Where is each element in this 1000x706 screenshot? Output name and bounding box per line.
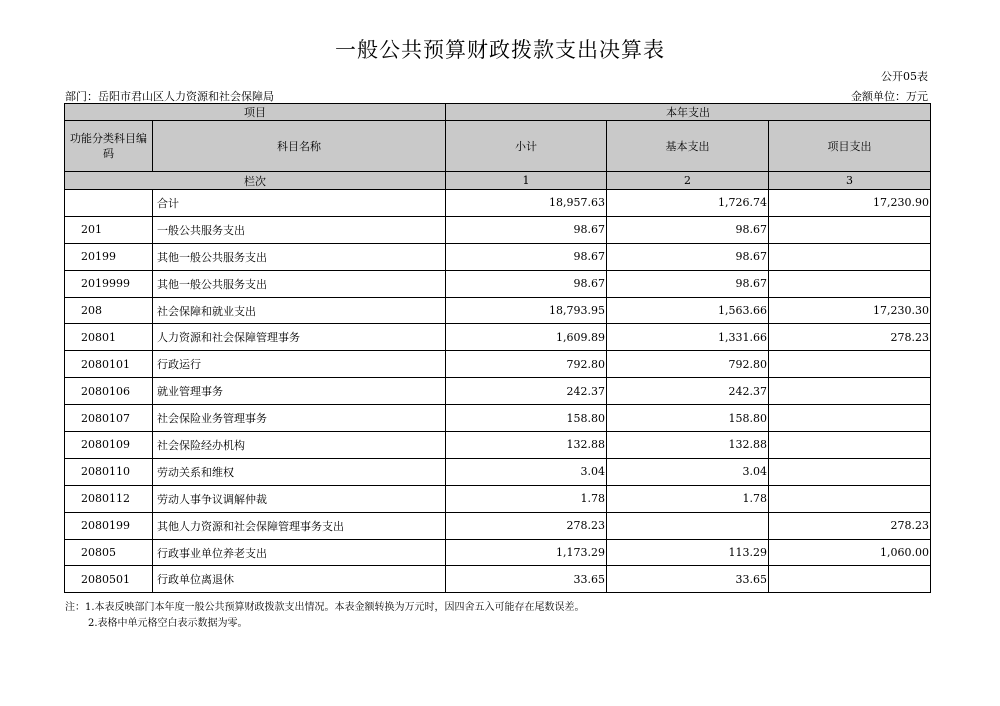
cell-basic: 98.67 <box>607 216 769 243</box>
cell-project <box>769 458 931 485</box>
cell-name: 社会保险业务管理事务 <box>153 405 446 432</box>
table-row <box>65 539 931 566</box>
table-row <box>65 485 931 512</box>
header-basic: 基本支出 <box>607 121 769 172</box>
cell-code: 2019999 <box>65 270 153 297</box>
cell-code: 2080199 <box>65 512 153 539</box>
table-row <box>65 512 931 539</box>
table-row <box>65 190 931 217</box>
table-row <box>65 566 931 593</box>
note-1: 注：1.本表反映部门本年度一般公共预算财政拨款支出情况。本表金额转换为万元时，因四舍五入可能存在尾数误差。 <box>65 602 585 613</box>
cell-name: 就业管理事务 <box>153 378 446 405</box>
cell-name: 行政运行 <box>153 351 446 378</box>
cell-subtotal: 132.88 <box>446 432 607 459</box>
cell-name: 社会保障和就业支出 <box>153 297 446 324</box>
table-row <box>65 378 931 405</box>
header-func-code: 功能分类科目编码 <box>65 121 153 172</box>
cell-basic: 3.04 <box>607 458 769 485</box>
cell-subtotal: 98.67 <box>446 243 607 270</box>
cell-code: 20801 <box>65 324 153 351</box>
cell-subtotal: 1.78 <box>446 485 607 512</box>
cell-name: 行政事业单位养老支出 <box>153 539 446 566</box>
cell-name: 合计 <box>153 190 446 217</box>
cell-subtotal: 1,609.89 <box>446 324 607 351</box>
cell-project <box>769 351 931 378</box>
cell-code: 20199 <box>65 243 153 270</box>
cell-subtotal: 158.80 <box>446 405 607 432</box>
cell-name: 行政单位离退休 <box>153 566 446 593</box>
cell-name: 其他人力资源和社会保障管理事务支出 <box>153 512 446 539</box>
cell-basic: 1,726.74 <box>607 190 769 217</box>
cell-name: 社会保险经办机构 <box>153 432 446 459</box>
table-row <box>65 351 931 378</box>
cell-project <box>769 405 931 432</box>
cell-basic: 98.67 <box>607 243 769 270</box>
cell-code: 2080107 <box>65 405 153 432</box>
cell-code: 2080106 <box>65 378 153 405</box>
cell-project <box>769 216 931 243</box>
cell-project: 278.23 <box>769 512 931 539</box>
cell-subtotal: 242.37 <box>446 378 607 405</box>
header-project: 项目 <box>65 104 446 121</box>
cell-project: 278.23 <box>769 324 931 351</box>
page-title: 一般公共预算财政拨款支出决算表 <box>335 38 665 62</box>
cell-basic: 132.88 <box>607 432 769 459</box>
cell-basic: 1.78 <box>607 485 769 512</box>
cell-code: 20805 <box>65 539 153 566</box>
header-col2: 2 <box>607 172 769 190</box>
cell-basic: 1,563.66 <box>607 297 769 324</box>
cell-subtotal: 98.67 <box>446 270 607 297</box>
form-number: 公开05表 <box>881 70 928 83</box>
cell-name: 一般公共服务支出 <box>153 216 446 243</box>
department-label: 部门：岳阳市君山区人力资源和社会保障局 <box>65 90 274 103</box>
cell-project <box>769 432 931 459</box>
cell-project <box>769 270 931 297</box>
cell-project <box>769 485 931 512</box>
cell-basic: 113.29 <box>607 539 769 566</box>
header-col1: 1 <box>446 172 607 190</box>
expenditure-table <box>64 103 931 593</box>
table-row <box>65 297 931 324</box>
table-body <box>65 190 931 593</box>
cell-code: 2080109 <box>65 432 153 459</box>
table-row <box>65 270 931 297</box>
cell-basic: 242.37 <box>607 378 769 405</box>
cell-basic: 1,331.66 <box>607 324 769 351</box>
cell-basic: 98.67 <box>607 270 769 297</box>
cell-subtotal: 278.23 <box>446 512 607 539</box>
cell-code <box>65 190 153 217</box>
cell-subtotal: 1,173.29 <box>446 539 607 566</box>
table-row <box>65 405 931 432</box>
amount-unit-label: 金额单位：万元 <box>851 90 928 103</box>
cell-code: 201 <box>65 216 153 243</box>
table-row <box>65 458 931 485</box>
cell-name: 人力资源和社会保障管理事务 <box>153 324 446 351</box>
cell-code: 2080101 <box>65 351 153 378</box>
cell-subtotal: 792.80 <box>446 351 607 378</box>
cell-subtotal: 3.04 <box>446 458 607 485</box>
header-current-year: 本年支出 <box>446 104 931 121</box>
table-row <box>65 243 931 270</box>
cell-basic: 33.65 <box>607 566 769 593</box>
cell-project: 1,060.00 <box>769 539 931 566</box>
cell-project <box>769 378 931 405</box>
cell-basic <box>607 512 769 539</box>
cell-project: 17,230.30 <box>769 297 931 324</box>
cell-code: 2080112 <box>65 485 153 512</box>
header-subject-name: 科目名称 <box>153 121 446 172</box>
note-2: 2.表格中单元格空白表示数据为零。 <box>88 618 248 629</box>
cell-subtotal: 18,793.95 <box>446 297 607 324</box>
cell-subtotal: 98.67 <box>446 216 607 243</box>
cell-basic: 158.80 <box>607 405 769 432</box>
header-subtotal: 小计 <box>446 121 607 172</box>
cell-subtotal: 33.65 <box>446 566 607 593</box>
notes <box>65 600 585 632</box>
cell-project: 17,230.90 <box>769 190 931 217</box>
cell-subtotal: 18,957.63 <box>446 190 607 217</box>
cell-project <box>769 566 931 593</box>
header-col3: 3 <box>769 172 931 190</box>
header-column-no: 栏次 <box>65 172 446 190</box>
cell-basic: 792.80 <box>607 351 769 378</box>
header-project-exp: 项目支出 <box>769 121 931 172</box>
cell-name: 其他一般公共服务支出 <box>153 270 446 297</box>
cell-name: 劳动人事争议调解仲裁 <box>153 485 446 512</box>
table-row <box>65 216 931 243</box>
table-row <box>65 324 931 351</box>
cell-code: 208 <box>65 297 153 324</box>
cell-code: 2080501 <box>65 566 153 593</box>
cell-name: 其他一般公共服务支出 <box>153 243 446 270</box>
cell-project <box>769 243 931 270</box>
cell-code: 2080110 <box>65 458 153 485</box>
cell-name: 劳动关系和维权 <box>153 458 446 485</box>
table-row <box>65 432 931 459</box>
